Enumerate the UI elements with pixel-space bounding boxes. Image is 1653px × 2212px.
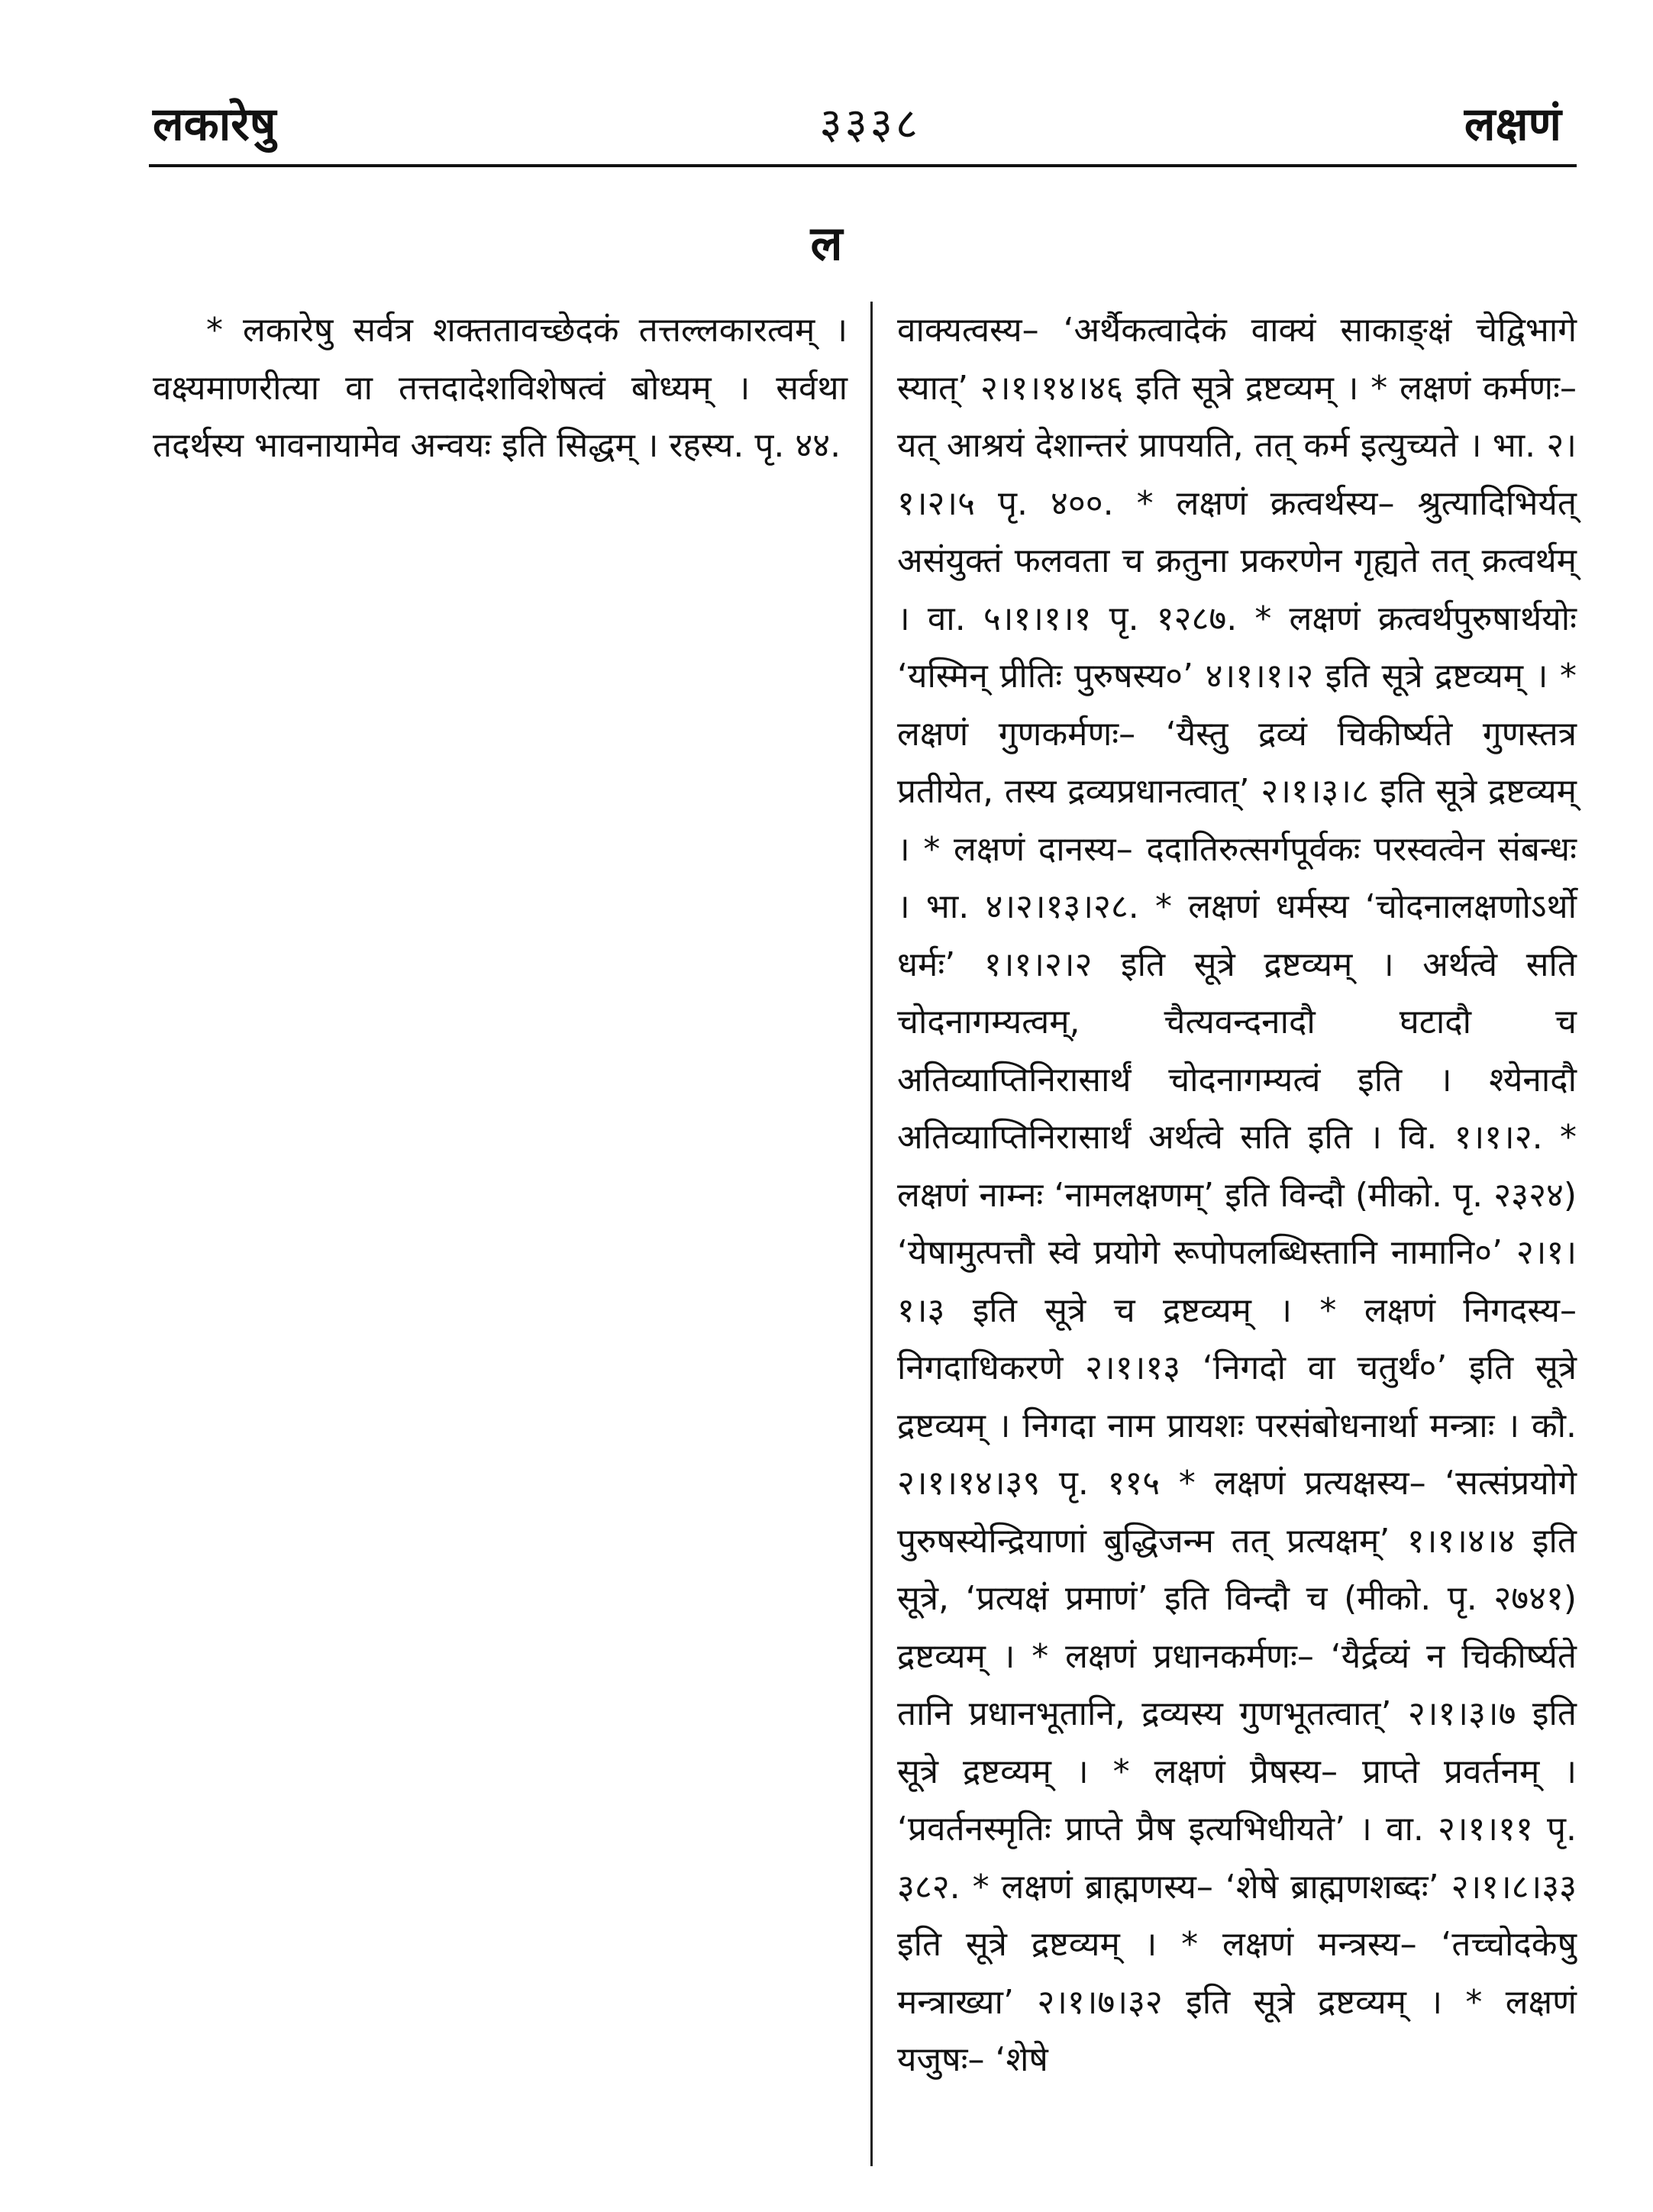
header-right-word: लक्षणं [1464, 98, 1561, 151]
header-left-word: लकारेषु [153, 98, 276, 151]
left-paragraph: * लकारेषु सर्वत्र शक्ततावच्छेदकं तत्तल्लकारत्वम् । वक्ष्यमाणरीत्या वा तत्तदादेशविशेषत्वं बोध्यम् । सर्वथा तदर्थस्य भावनायामेव अन्वयः इति सिद्धम् । रहस्य. पृ. ४४. [153, 311, 847, 465]
section-letter: ल [810, 215, 843, 271]
right-column [897, 302, 1577, 2189]
page-header [153, 80, 1561, 164]
header-rule [149, 164, 1577, 167]
column-divider [870, 302, 873, 2166]
left-column [153, 302, 847, 2189]
right-paragraph: वाक्यत्वस्य– ‘अर्थैकत्वादेकं वाक्यं साकाङ्क्षं चेद्विभागे स्यात्’ २।१।१४।४६ इति सूत्रे द्रष्टव्यम् । * लक्षणं कर्मणः– यत् आश्रयं देशान्तरं प्रापयति, तत् कर्म इत्युच्यते । भा. २।१।२।५ पृ. ४००. * लक्षणं क्रत्वर्थस्य– श्रुत्यादिभिर्यत् असंयुक्तं फलवता च क्रतुना प्रकरणेन गृह्यते तत् क्रत्वर्थम् । वा. ५।१।१।१ पृ. १२८७. * लक्षणं क्रत्वर्थपुरुषार्थयोः ‘यस्मिन् प्रीतिः पुरुषस्य०’ ४।१।१।२ इति सूत्रे द्रष्टव्यम् । * लक्षणं गुणकर्मणः– ‘यैस्तु द्रव्यं चिकीर्ष्यते गुणस्तत्र प्रतीयेत, तस्य द्रव्यप्रधानत्वात्’ २।१।३।८ इति सूत्रे द्रष्टव्यम् । * लक्षणं दानस्य– ददातिरुत्सर्गपूर्वकः परस्वत्वेन संबन्धः । भा. ४।२।१३।२८. * लक्षणं धर्मस्य ‘चोदनालक्षणोऽर्थो धर्मः’ १।१।२।२ इति सूत्रे द्रष्टव्यम् । अर्थत्वे सति चोदनागम्यत्वम्, चैत्यवन्दनादौ घटादौ च अतिव्याप्तिनिरासार्थं चोदनागम्यत्वं इति । श्येनादौ अतिव्याप्तिनिरासार्थं अर्थत्वे सति इति । वि. १।१।२. * लक्षणं नाम्नः ‘नामलक्षणम्’ इति विन्दौ (मीको. पृ. २३२४) ‘येषामुत्पत्तौ स्वे प्रयोगे रूपोपलब्धिस्तानि नामानि०’ २।१।१।३ इति सूत्रे च द्रष्टव्यम् । * लक्षणं निगदस्य– निगदाधिकरणे २।१।१३ ‘निगदो वा चतुर्थं०’ इति सूत्रे द्रष्टव्यम् । निगदा नाम प्रायशः परसंबोधनार्था मन्त्राः । कौ. २।१।१४।३९ पृ. ११५ * लक्षणं प्रत्यक्षस्य– ‘सत्संप्रयोगे पुरुषस्येन्द्रियाणां बुद्धिजन्म तत् प्रत्यक्षम्’ १।१।४।४ इति सूत्रे, ‘प्रत्यक्षं प्रमाणं’ इति विन्दौ च (मीको. पृ. २७४१) द्रष्टव्यम् । * लक्षणं प्रधानकर्मणः– ‘यैर्द्रव्यं न चिकीर्ष्यते तानि प्रधानभूतानि, द्रव्यस्य गुणभूतत्वात्’ २।१।३।७ इति सूत्रे द्रष्टव्यम् । * लक्षणं प्रैषस्य– प्राप्ते प्रवर्तनम् । ‘प्रवर्तनस्मृतिः प्राप्ते प्रैष इत्यभिधीयते’ । वा. २।१।११ पृ. ३८२. * लक्षणं ब्राह्मणस्य– ‘शेषे ब्राह्मणशब्दः’ २।१।८।३३ इति सूत्रे द्रष्टव्यम् । * लक्षणं मन्त्रस्य– ‘तच्चोदकेषु मन्त्राख्या’ २।१।७।३२ इति सूत्रे द्रष्टव्यम् । * लक्षणं यजुषः– ‘शेषे [897, 311, 1577, 2079]
page-number: ३३३८ [819, 99, 921, 149]
